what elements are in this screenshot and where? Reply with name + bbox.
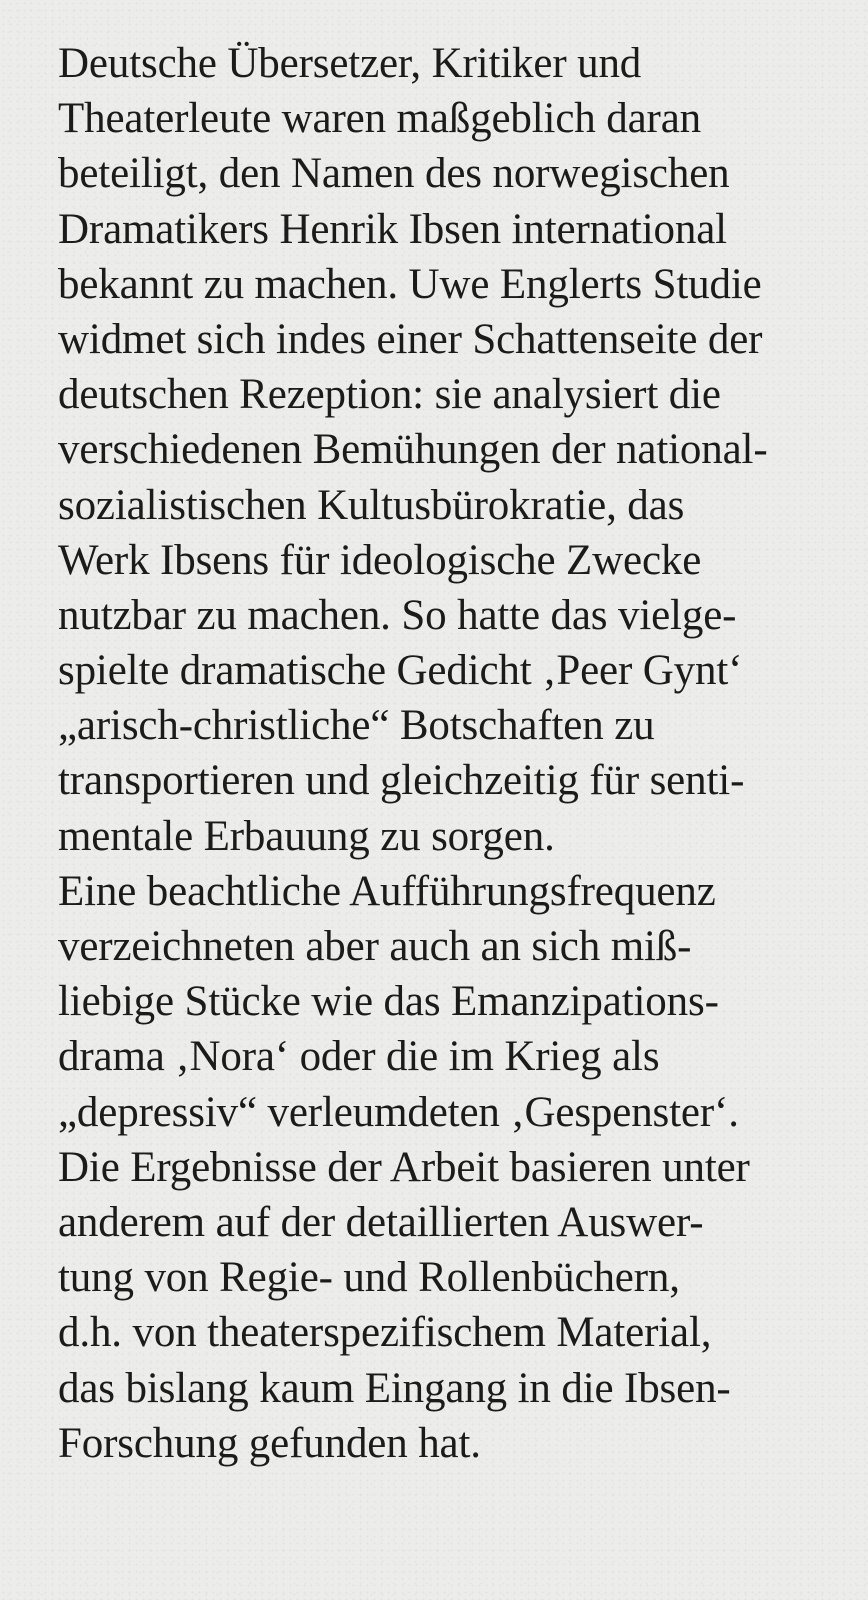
blurb-line: tung von Regie- und Rollenbüchern, [58,1254,680,1302]
blurb-line: anderem auf der detaillierten Auswer- [58,1198,704,1246]
blurb-line: Werk Ibsens für ideologische Zwecke [58,536,702,584]
blurb-line: Dramatikers Henrik Ibsen international [58,205,727,253]
blurb-line: mentale Erbauung zu sorgen. [58,812,555,860]
blurb-line: Eine beachtliche Aufführungsfrequenz [58,867,716,915]
blurb-line: das bislang kaum Eingang in die Ibsen- [58,1364,731,1412]
blurb-line: Forschung gefunden hat. [58,1419,481,1467]
blurb-line: Theaterleute waren maßgeblich daran [58,95,701,143]
blurb-line: „depressiv“ verleumdeten ‚Gespenster‘. [58,1088,739,1136]
blurb-line: beteiligt, den Namen des norwegischen [58,150,730,198]
blurb-line: spielte dramatische Gedicht ‚Peer Gynt‘ [58,647,743,695]
blurb-line: nutzbar zu machen. So hatte das vielge- [58,591,737,639]
blurb-line: transportieren und gleichzeitig für senti- [58,757,745,805]
blurb-text [58,36,848,1471]
blurb-line: d.h. von theaterspezifischem Material, [58,1309,712,1357]
blurb-line: Die Ergebnisse der Arbeit basieren unter [58,1143,750,1191]
blurb-line: liebige Stücke wie das Emanzipations- [58,978,719,1026]
blurb-line: deutschen Rezeption: sie analysiert die [58,371,721,419]
blurb-line: bekannt zu machen. Uwe Englerts Studie [58,260,762,308]
blurb-line: verschiedenen Bemühungen der national- [58,426,768,474]
blurb-line: verzeichneten aber auch an sich miß- [58,923,692,970]
blurb-line: drama ‚Nora‘ oder die im Krieg als [58,1033,660,1081]
blurb-line: „arisch-christliche“ Botschaften zu [58,702,655,750]
blurb-line: sozialistischen Kultusbürokratie, das [58,481,685,529]
blurb-line: Deutsche Übersetzer, Kritiker und [58,40,642,87]
blurb-line: widmet sich indes einer Schattenseite der [58,315,763,363]
